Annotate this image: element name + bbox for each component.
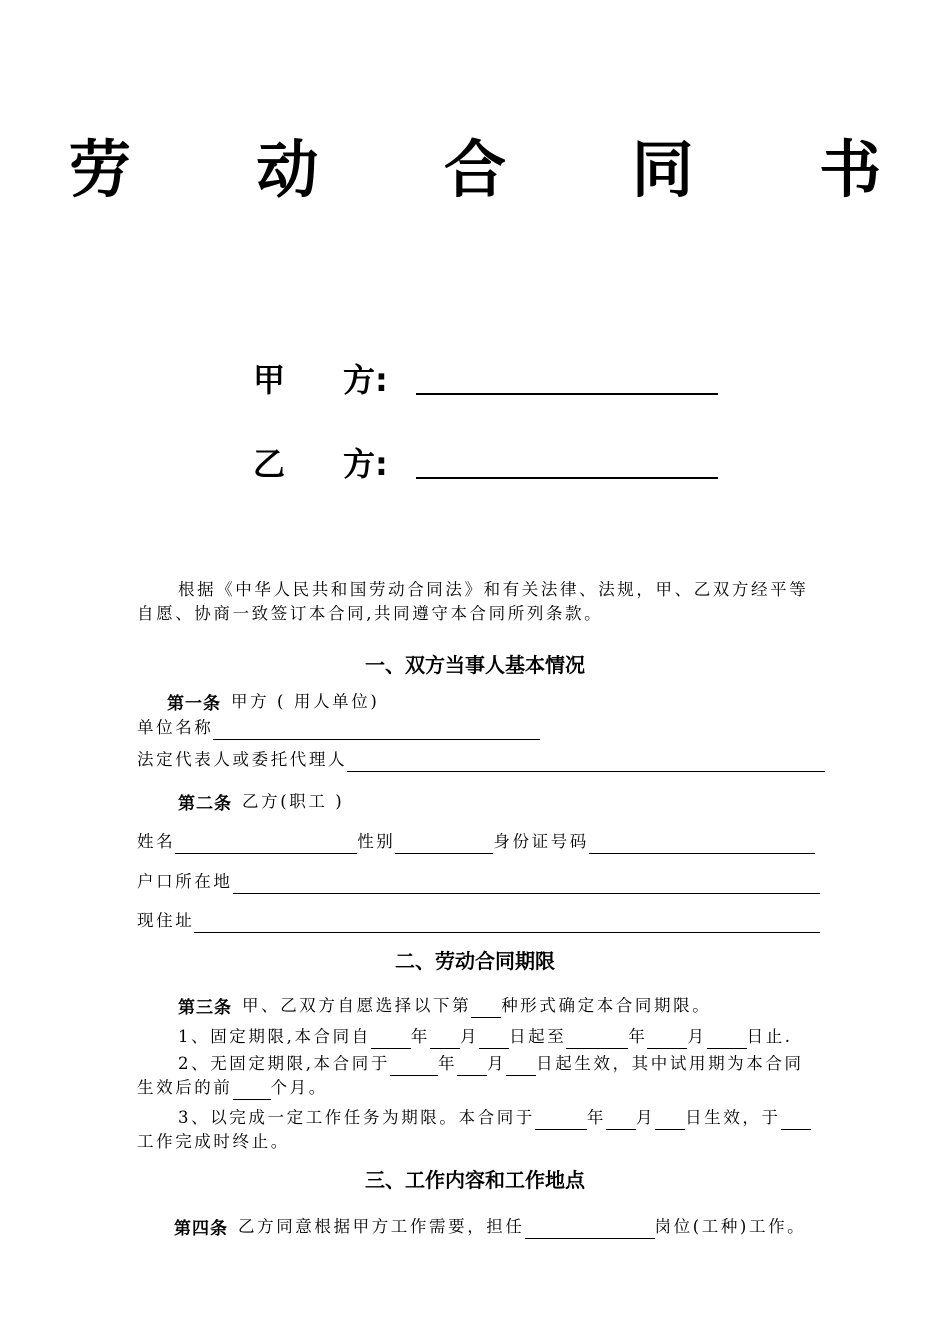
document-title: 劳 动 合 同 书 [68,133,934,206]
item-1-day2-blank [707,1032,747,1049]
hukou-blank [233,877,820,894]
party-b-label-1: 乙 [253,445,286,483]
item-2-month: 月 [487,1054,507,1073]
article-3-label: 第三条 [178,998,232,1018]
party-a-blank [416,393,718,395]
gender-blank [395,837,493,854]
legal-rep-row [137,748,825,772]
article-1 [167,689,379,714]
address-row [137,909,820,933]
section-2-heading: 二、劳动合同期限 [395,949,555,973]
item-2-text: 2、无固定期限,本合同于 [178,1054,390,1073]
item-2-year: 年 [437,1054,458,1073]
article-3-text-a: 甲、乙双方自愿选择以下第 [242,996,472,1015]
item-1-month2-blank [647,1032,687,1049]
article-4-position-blank [525,1222,655,1239]
term-item-1 [178,1025,793,1049]
item-3-year-blank [535,1113,587,1130]
address-label: 现住址 [137,911,195,930]
item-2-probation-blank [233,1083,271,1100]
term-item-2 [178,1052,804,1076]
party-a-label-2: 方: [343,361,388,399]
hukou-row [137,870,820,894]
item-1-year2-blank [566,1032,628,1049]
personal-info-row [137,830,815,854]
item-3-day-blank [655,1113,685,1130]
item-2-text-c: 生效后的前 [137,1078,233,1097]
item-1-month-blank [430,1032,460,1049]
unit-name-row [137,716,540,740]
article-3-text-b: 种形式确定本合同期限。 [501,996,712,1015]
item-1-year-blank [371,1032,411,1049]
term-item-2-cont [137,1076,328,1100]
article-2-text: 乙方(职工 ) [242,792,345,811]
article-2 [178,789,344,814]
article-4 [174,1214,806,1239]
item-2-text-d: 个月。 [270,1078,328,1097]
article-3 [178,993,711,1018]
article-4-text-b: 岗位(工种)工作。 [654,1217,807,1236]
item-1-year: 年 [410,1027,430,1046]
item-2-month-blank [457,1059,487,1076]
party-b-label-2: 方: [343,445,388,483]
section-3-heading: 三、工作内容和工作地点 [365,1168,585,1192]
address-blank [194,916,820,933]
article-4-label: 第四条 [174,1219,228,1239]
gender-label: 性别 [357,832,396,851]
section-1-heading: 一、双方当事人基本情况 [365,653,585,677]
id-number-label: 身份证号码 [493,832,589,851]
item-1-month2: 月 [687,1027,707,1046]
hukou-label: 户口所在地 [137,872,233,891]
term-item-3 [178,1106,811,1130]
item-2-year-blank [390,1059,438,1076]
preamble-line-2: 自愿、协商一致签订本合同,共同遵守本合同所列条款。 [137,604,604,623]
article-1-text: 甲方 ( 用人单位) [231,692,380,711]
unit-name-label: 单位名称 [137,718,214,737]
item-3-month-blank [606,1113,636,1130]
id-number-blank [589,837,815,854]
article-2-label: 第二条 [178,794,232,814]
item-3-text-b: 日生效，于 [685,1108,781,1127]
item-3-year: 年 [586,1108,607,1127]
legal-rep-blank [347,755,825,772]
name-blank [175,837,357,854]
preamble-line-1: 根据《中华人民共和国劳动合同法》和有关法律、法规，甲、乙双方经平等 [178,580,809,599]
party-a-label-1: 甲 [253,361,286,399]
item-3-task-blank [781,1113,811,1130]
item-1-day-blank [479,1032,509,1049]
item-1-year2: 年 [628,1027,648,1046]
item-1-month: 月 [459,1027,480,1046]
name-label: 姓名 [137,832,176,851]
item-3-text: 3、以完成一定工作任务为期限。本合同于 [178,1108,535,1127]
item-1-from: 日起至 [509,1027,567,1046]
item-3-month: 月 [636,1108,656,1127]
item-1-text: 1、固定期限,本合同自 [178,1027,371,1046]
article-4-text-a: 乙方同意根据甲方工作需要，担任 [238,1217,525,1236]
item-2-text-b: 日起生效，其中试用期为本合同 [536,1054,804,1073]
party-b-blank [416,477,718,479]
item-3-text-c: 工作完成时终止。 [137,1132,290,1151]
unit-name-blank [213,723,540,740]
article-1-label: 第一条 [167,694,221,714]
item-2-day-blank [506,1059,536,1076]
article-3-blank [471,1001,501,1018]
item-1-end: 日止. [746,1027,793,1046]
legal-rep-label: 法定代表人或委托代理人 [137,750,348,769]
